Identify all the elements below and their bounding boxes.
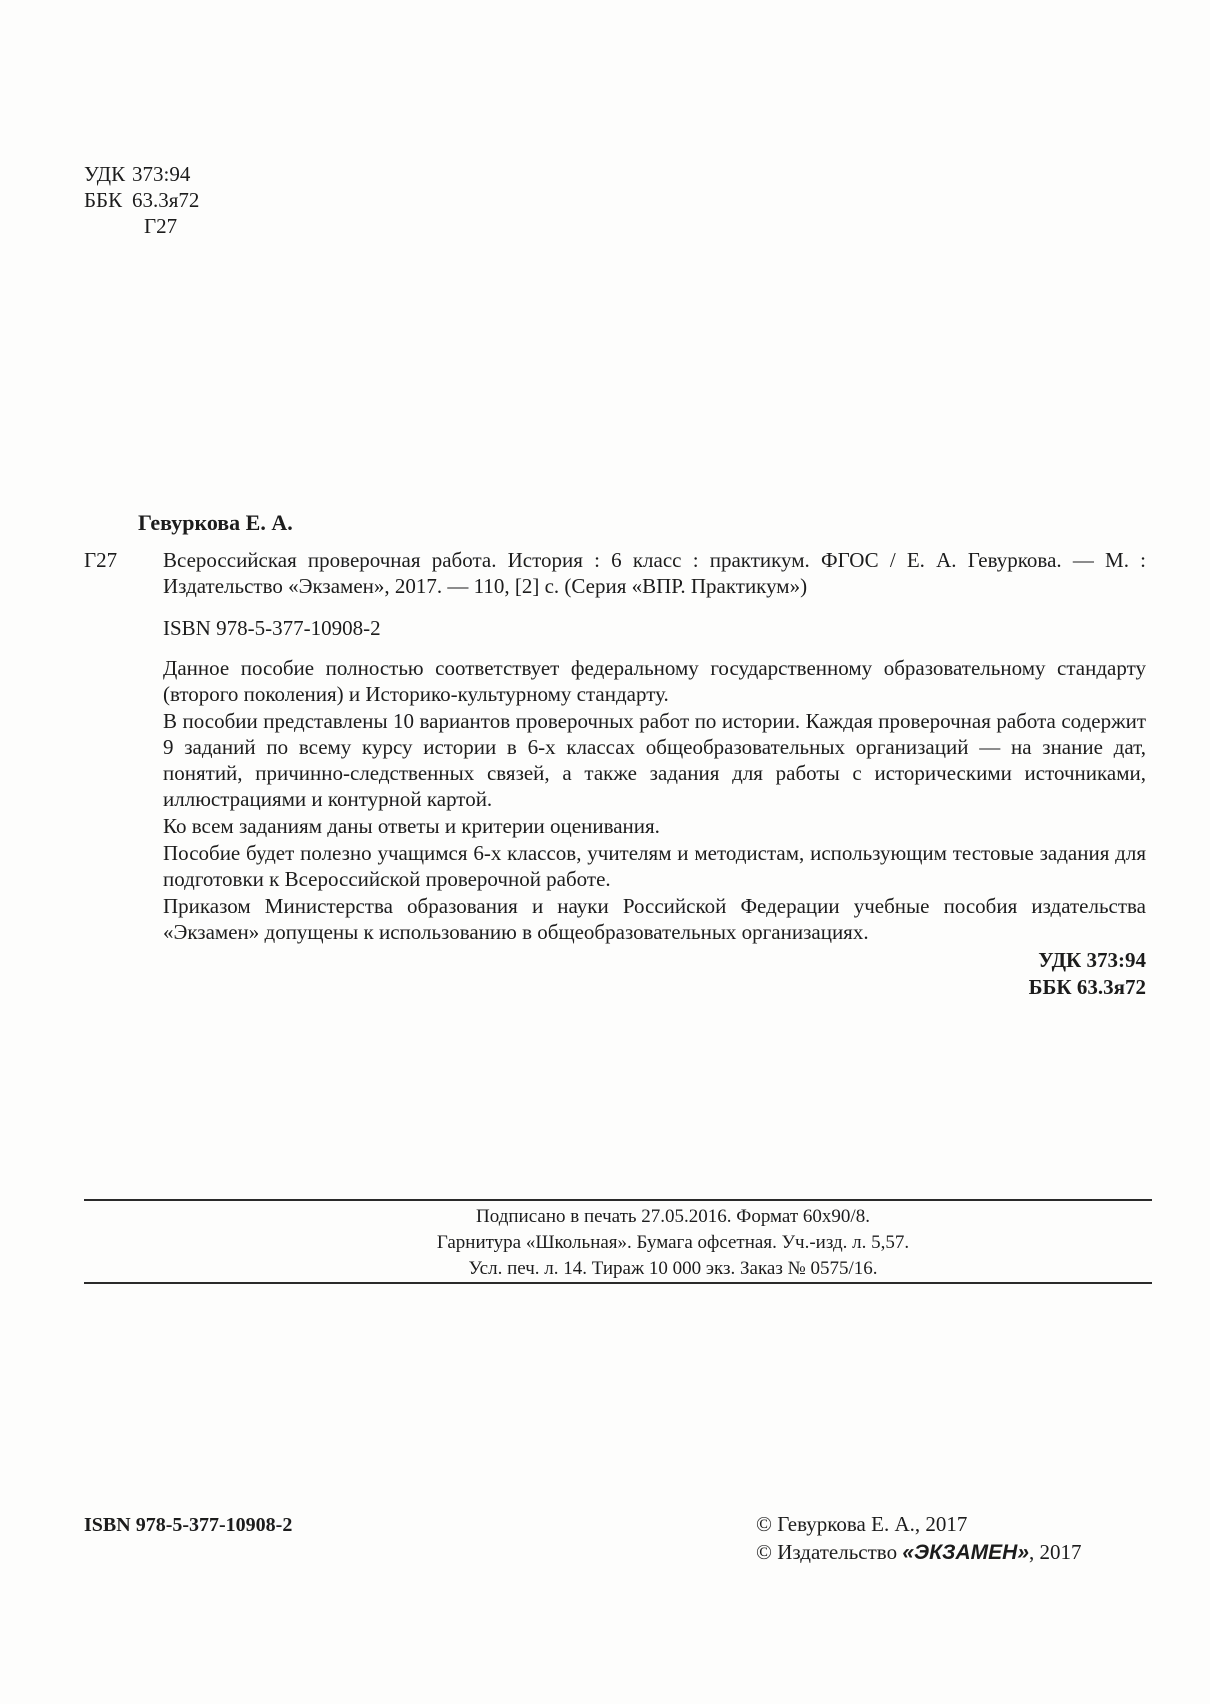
- annotation-paragraph: Пособие будет полезно учащимся 6-х классов, учителям и методистам, использующим тестовые задания для подготовки к Всероссийской проверочной работе.: [163, 841, 1146, 891]
- print-details-box: [84, 1199, 1152, 1284]
- author-heading: Гевуркова Е. А.: [138, 510, 293, 535]
- copyright-publisher: [756, 1539, 1082, 1567]
- bibliographic-description: Всероссийская проверочная работа. История : 6 класс : практикум. ФГОС / Е. А. Гевуркова. — М. : Издательство «Экзамен», 2017. — 110, [2] с. (Серия «ВПР. Практикум»): [163, 548, 1146, 598]
- print-details-line: Подписано в печать 27.05.2016. Формат 60x90/8.: [476, 1206, 870, 1227]
- bbk-label: ББК: [84, 188, 123, 212]
- annotation-paragraph: Приказом Министерства образования и науки Российской Федерации учебные пособия издательства «Экзамен» допущены к использованию в общеобразовательных организациях.: [163, 894, 1146, 944]
- author-sign-row: [84, 213, 344, 239]
- annotation-paragraph: В пособии представлены 10 вариантов проверочных работ по истории. Каждая проверочная работа содержит 9 заданий по всему курсу истории в 6-х классах общеобразовательных организаций — на знание дат, понятий, причинно-следственных связей, а также задания для работы с историческими источниками, иллюстрациями и контурной картой.: [163, 709, 1146, 811]
- udk-row: [84, 161, 344, 187]
- udk-code-bottom: УДК 373:94: [1038, 948, 1146, 972]
- copyright-author: © Гевуркова Е. А., 2017: [756, 1512, 968, 1536]
- isbn-footer: ISBN 978-5-377-10908-2: [84, 1514, 293, 1536]
- publisher-brand: «ЭКЗАМЕН»: [902, 1541, 1030, 1564]
- udk-value: 373:94: [132, 162, 191, 186]
- annotation-paragraph: Ко всем заданиям даны ответы и критерии оценивания.: [163, 814, 660, 838]
- author-sign-top: Г27: [144, 214, 178, 238]
- udk-label: УДК: [84, 162, 126, 186]
- print-details: [84, 1201, 1152, 1282]
- copyright-publisher-suffix: , 2017: [1029, 1540, 1082, 1564]
- isbn-record: ISBN 978-5-377-10908-2: [163, 616, 381, 640]
- copyright-publisher-prefix: © Издательство: [756, 1540, 903, 1564]
- classification-codes-top: [84, 161, 344, 239]
- print-details-line: Гарнитура «Школьная». Бумага офсетная. Уч.-изд. л. 5,57.: [436, 1232, 910, 1253]
- print-details-line: Усл. печ. л. 14. Тираж 10 000 экз. Заказ № 0575/16.: [468, 1258, 878, 1279]
- bbk-code-bottom: ББК 63.3я72: [1028, 975, 1146, 999]
- bbk-row: [84, 187, 344, 213]
- annotation-paragraph: Данное пособие полностью соответствует федеральному государственному образовательному стандарту (второго поколения) и Историко-культурному стандарту.: [163, 656, 1146, 706]
- copyright-block: [756, 1511, 1082, 1567]
- annotation: [163, 655, 1146, 946]
- bbk-value: 63.3я72: [132, 188, 200, 212]
- author-sign-record: Г27: [84, 548, 118, 572]
